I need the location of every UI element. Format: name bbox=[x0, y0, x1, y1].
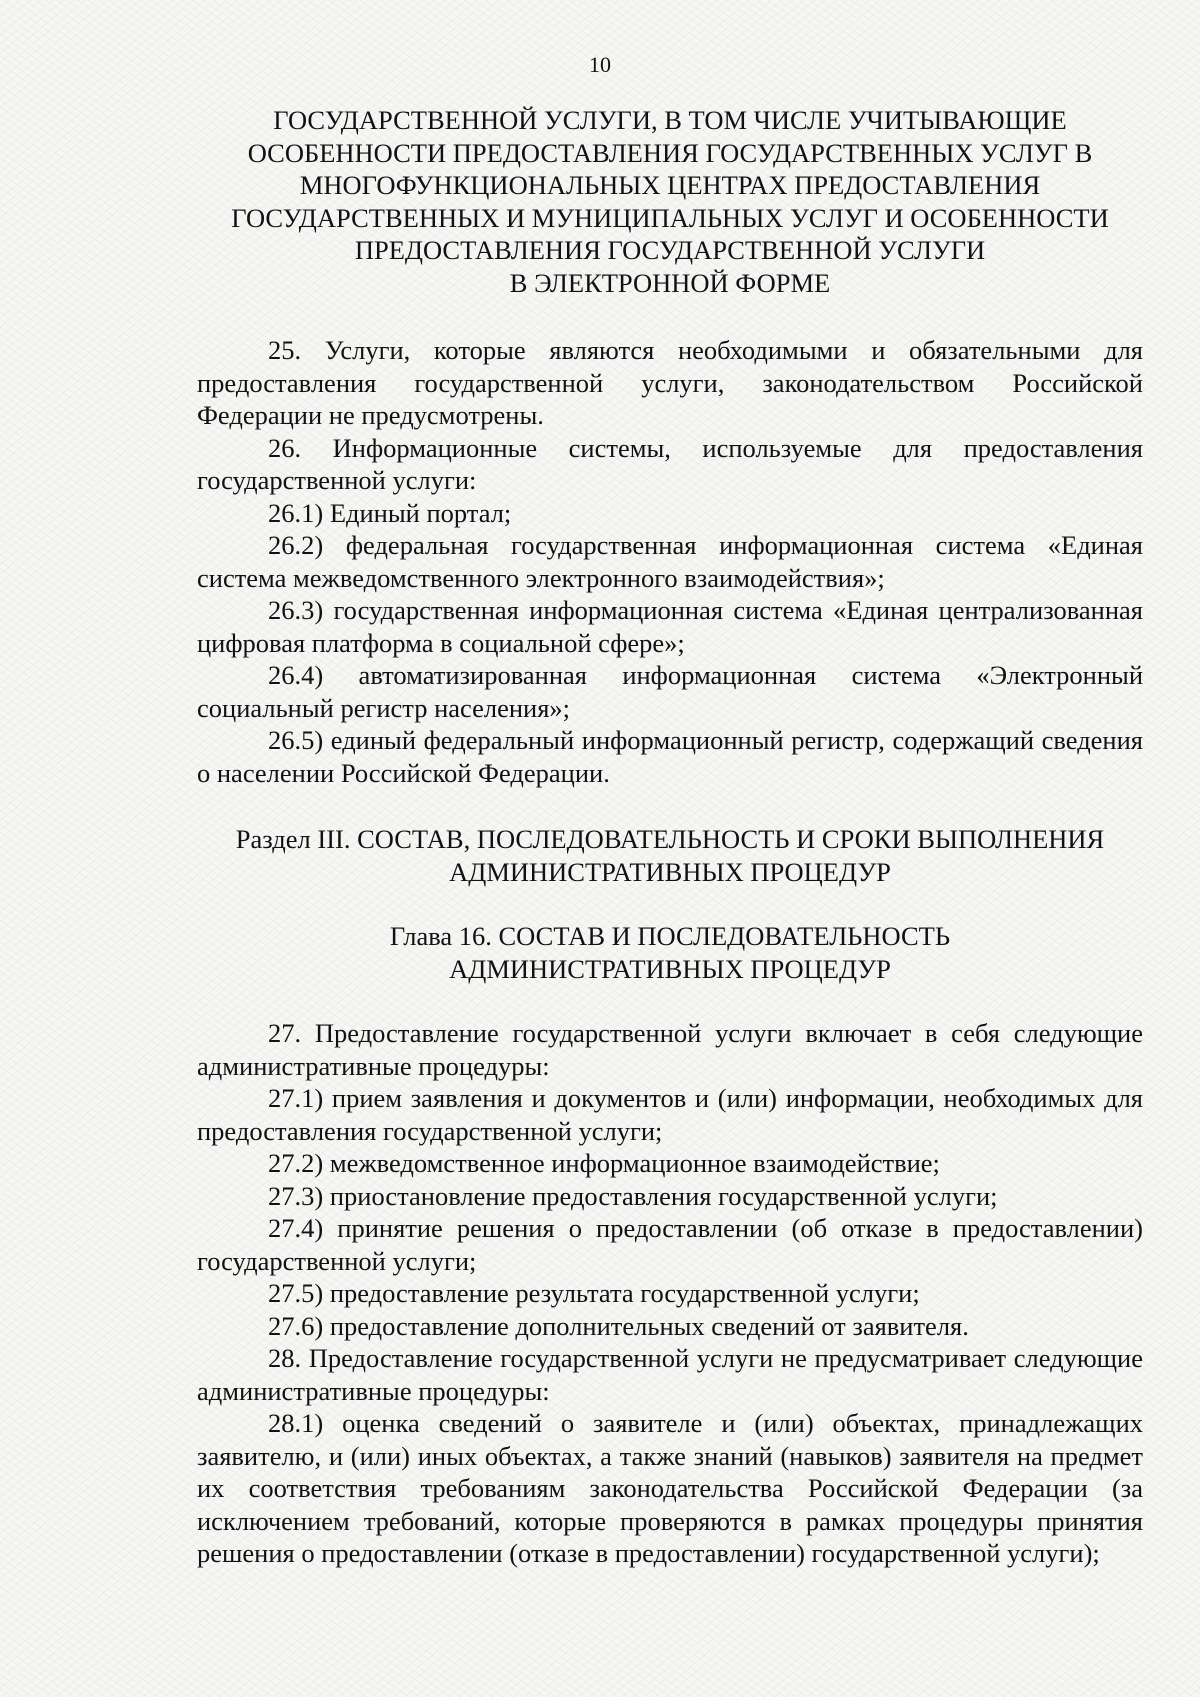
paragraph-27: 27. Предоставление государственной услуги включает в себя следующие административные процедуры: bbox=[197, 1018, 1143, 1081]
heading-line: ГОСУДАРСТВЕННЫХ И МУНИЦИПАЛЬНЫХ УСЛУГ И ОСОБЕННОСТИ bbox=[231, 202, 1109, 233]
heading-line: ГОСУДАРСТВЕННОЙ УСЛУГИ, В ТОМ ЧИСЛЕ УЧИТЫВАЮЩИЕ bbox=[273, 105, 1067, 135]
paragraph-27-4: 27.4) принятие решения о предоставлении (об отказе в предоставлении) государственной услуги; bbox=[197, 1213, 1143, 1276]
paragraph-27-1: 27.1) прием заявления и документов и (или) информации, необходимых для предоставления государственной услуги; bbox=[197, 1083, 1143, 1146]
paragraph-28-1: 28.1) оценка сведений о заявителе и (или) объектах, принадлежащих заявителю, и (или) иных объектах, а также знаний (навыков) заявителя на предмет их соответствия требованиям законодательства Российской Федерации (за исключением требований, которые проверяются в рамках процедуры принятия решения о предоставлении (отказе в предоставлении) государственной услуги); bbox=[197, 1408, 1143, 1568]
heading-line: МНОГОФУНКЦИОНАЛЬНЫХ ЦЕНТРАХ ПРЕДОСТАВЛЕНИЯ bbox=[299, 170, 1041, 200]
paragraph-26-4: 26.4) автоматизированная информационная система «Электронный социальный регистр населения»; bbox=[197, 660, 1143, 723]
paragraph-27-2: 27.2) межведомственное информационное взаимодействие; bbox=[268, 1148, 940, 1178]
heading-continuation bbox=[197, 104, 1143, 299]
paragraph-27-3: 27.3) приостановление предоставления государственной услуги; bbox=[268, 1180, 998, 1211]
paragraph-26-1: 26.1) Единый портал; bbox=[268, 497, 512, 528]
paragraph-26-5: 26.5) единый федеральный информационный регистр, содержащий сведения о населении Российской Федерации. bbox=[197, 725, 1143, 788]
section-heading-line: Раздел III. СОСТАВ, ПОСЛЕДОВАТЕЛЬНОСТЬ И СРОКИ ВЫПОЛНЕНИЯ bbox=[235, 824, 1105, 854]
heading-line: ПРЕДОСТАВЛЕНИЯ ГОСУДАРСТВЕННОЙ УСЛУГИ bbox=[354, 235, 986, 265]
heading-line: В ЭЛЕКТРОННОЙ ФОРМЕ bbox=[509, 267, 831, 298]
section-heading-line: АДМИНИСТРАТИВНЫХ ПРОЦЕДУР bbox=[449, 856, 891, 887]
section-heading bbox=[197, 823, 1143, 888]
paragraph-26-3: 26.3) государственная информационная система «Единая централизованная цифровая платформа в социальной сфере»; bbox=[197, 595, 1143, 658]
paragraph-26: 26. Информационные системы, используемые для предоставления государственной услуги: bbox=[197, 432, 1143, 495]
chapter-heading-line: Глава 16. СОСТАВ И ПОСЛЕДОВАТЕЛЬНОСТЬ bbox=[389, 921, 951, 951]
paragraph-27-6: 27.6) предоставление дополнительных сведений от заявителя. bbox=[268, 1310, 969, 1341]
chapter-heading-line: АДМИНИСТРАТИВНЫХ ПРОЦЕДУР bbox=[449, 953, 891, 984]
paragraph-28: 28. Предоставление государственной услуги не предусматривает следующие административные процедуры: bbox=[197, 1343, 1143, 1406]
paragraph-26-2: 26.2) федеральная государственная информационная система «Единая система межведомственного электронного взаимодействия»; bbox=[197, 530, 1143, 593]
paragraph-27-5: 27.5) предоставление результата государственной услуги; bbox=[268, 1278, 920, 1308]
chapter-heading bbox=[197, 920, 1143, 985]
page-number: 10 bbox=[589, 52, 611, 77]
page-content bbox=[197, 104, 1143, 1570]
paragraph-25: 25. Услуги, которые являются необходимыми и обязательными для предоставления государственной услуги, законодательством Российской Федерации не предусмотрены. bbox=[197, 335, 1143, 430]
heading-line: ОСОБЕННОСТИ ПРЕДОСТАВЛЕНИЯ ГОСУДАРСТВЕННЫХ УСЛУГ В bbox=[247, 137, 1093, 168]
